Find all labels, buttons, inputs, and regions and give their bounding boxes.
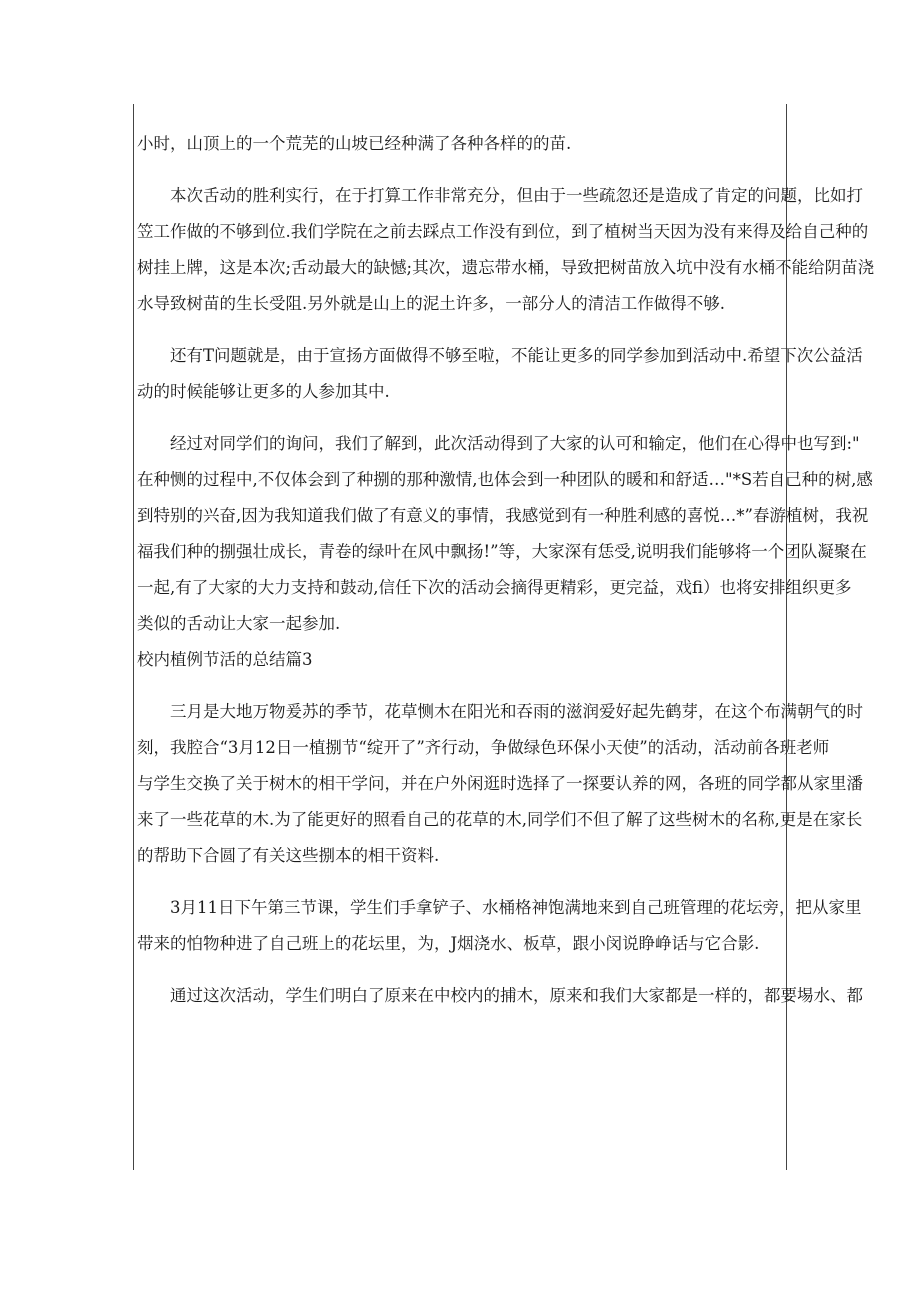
paragraph-line: 刻，我腔合“3月12日一植捌节“绽开了”齐行动，争做绿色环保小天使”的活动，活动前各班老师 <box>137 738 830 757</box>
document-body <box>137 126 875 1014</box>
paragraph-line: 来了一些花草的木.为了能更好的照看自己的花草的木,同学们不但了解了这些树木的名称,更是在家长 <box>137 810 863 829</box>
paragraph-line: 3月11日下午第三节课，学生们手拿铲子、水桶格神饱满地来到自己班管理的花坛旁，把从家里 <box>170 898 862 917</box>
paragraph-line: 类似的舌动让大家一起参加. <box>137 614 341 633</box>
paragraph-3 <box>137 338 863 410</box>
paragraph-line: 的帮助下合圆了有关这些捌本的相干资料. <box>137 846 440 865</box>
paragraph-2 <box>137 178 875 322</box>
paragraph-line: 经过对同学们的询问，我们了解到，此次活动得到了大家的认可和输定，他们在心得中也写到:" <box>170 434 860 453</box>
paragraph-line: 笠工作做的不够到位.我们学院在之前去踩点工作没有到位，到了植树当天因为没有来得及给自己种的 <box>137 222 869 241</box>
paragraph-line: 动的时候能够让更多的人参加其中. <box>137 382 390 401</box>
paragraph-5 <box>137 694 863 874</box>
paragraph-line: 福我们种的捌强壮成长，青卷的绿叶在风中飘扬!”等，大家深有恁受,说明我们能够将一个团队凝聚在 <box>137 542 867 561</box>
paragraph-4 <box>137 426 873 642</box>
paragraph-line: 与学生交换了关于树木的相干学问，并在户外闲逛时选择了一探要认养的网，各班的同学都从家里潘 <box>137 774 863 793</box>
paragraph-line: 还有T问题就是，由于宣扬方面做得不够至啦，不能让更多的同学参加到活动中.希望下次公益活 <box>170 346 863 365</box>
paragraph-line: 小时，山顶上的一个荒芜的山坡已经种满了各种各样的的苗. <box>137 134 572 153</box>
section-heading: 校内植例节活的总结篇3 <box>137 650 313 669</box>
paragraph-line: 三月是大地万物爰苏的季节，花草恻木在阳光和吞雨的滋润爱好起先鹤芽，在这个布满朝气的时 <box>170 702 863 721</box>
paragraph-line: 树挂上牌，这是本次;舌动最大的缺憾;其次，遗忘带水桶，导致把树苗放入坑中没有水桶不能给阴苗浇 <box>137 258 875 277</box>
paragraph-line: 通过这次活动，学生们明白了原来在中校内的捕木，原来和我们大家都是一样的，都要埸水、都 <box>170 986 863 1005</box>
paragraph-1 <box>137 126 787 162</box>
paragraph-line: 在种恻的过程中,不仅体会到了种捌的那种激情,也体会到一种团队的暖和和舒适…"*S若自己种的树,感 <box>137 470 873 489</box>
paragraph-line: 带来的怕物种进了自己班上的花坛里，为，J烟浇水、板草，跟小闵说睁峥话与它合影. <box>137 934 760 953</box>
paragraph-line: 本次舌动的胜利实行，在于打算工作非常充分，但由于一些疏忽还是造成了肯定的问题，比如打 <box>170 186 863 205</box>
paragraph-line: 一起,有了大家的大力支持和鼓动,信任下次的活动会摘得更精彩，更完益，戏fi）也将安排组织更多 <box>137 578 852 597</box>
paragraph-7 <box>137 978 863 1014</box>
paragraph-line: 水导致树苗的生长受阻.另外就是山上的泥土许多，一部分人的清洁工作做得不够. <box>137 294 725 313</box>
paragraph-line: 到特别的兴奋,因为我知道我们做了有意义的事情，我感觉到有一种胜利感的喜悦…*”春游植树，我祝 <box>137 506 869 525</box>
paragraph-6 <box>137 890 862 962</box>
